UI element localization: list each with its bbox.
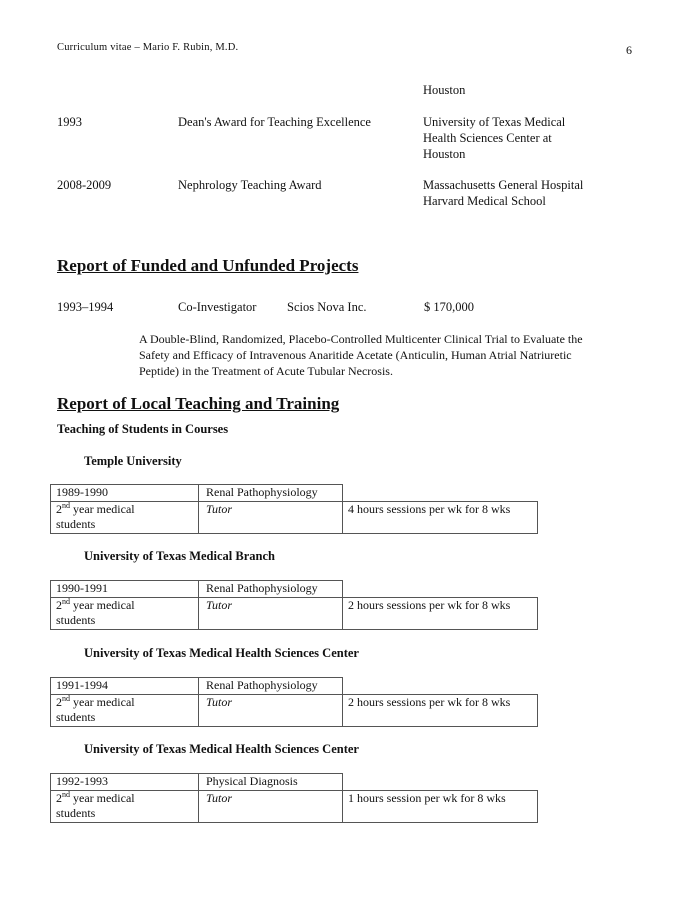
course-name: Renal Pathophysiology xyxy=(206,678,318,692)
table-divider xyxy=(198,484,199,534)
description-line: Peptide) in the Treatment of Acute Tubular Necrosis. xyxy=(139,364,393,378)
page-number: 6 xyxy=(626,43,633,57)
course-hours: 2 hours sessions per wk for 8 wks xyxy=(348,695,511,709)
table-divider xyxy=(198,580,199,630)
course-hours: 2 hours sessions per wk for 8 wks xyxy=(348,598,511,612)
award-institution xyxy=(423,114,565,162)
course-years: 1989-1990 xyxy=(56,485,108,499)
course-role: Tutor xyxy=(206,791,233,805)
award-location-continued: Houston xyxy=(423,83,466,97)
institution-line: Health Sciences Center at xyxy=(423,131,552,145)
project-role: Co-Investigator xyxy=(178,300,257,314)
project-amount: $ 170,000 xyxy=(424,300,474,314)
project-period: 1993–1994 xyxy=(57,300,114,314)
course-hours: 4 hours sessions per wk for 8 wks xyxy=(348,502,511,516)
table-divider xyxy=(198,773,199,823)
course-name: Renal Pathophysiology xyxy=(206,485,318,499)
course-students: 2nd year medical students xyxy=(56,597,135,627)
course-table xyxy=(50,484,538,534)
course-table xyxy=(50,773,538,823)
course-role: Tutor xyxy=(206,598,233,612)
section-heading-funded: Report of Funded and Unfunded Projects xyxy=(57,256,359,275)
institution-heading: University of Texas Medical Health Sciences Center xyxy=(84,742,359,756)
institution-heading: Temple University xyxy=(84,454,182,468)
award-year: 1993 xyxy=(57,115,82,129)
table-divider xyxy=(342,501,343,534)
course-table xyxy=(50,580,538,630)
description-line: A Double-Blind, Randomized, Placebo-Controlled Multicenter Clinical Trial to Evaluate the xyxy=(139,332,583,346)
course-hours: 1 hours session per wk for 8 wks xyxy=(348,791,506,805)
description-line: Safety and Efficacy of Intravenous Anaritide Acetate (Anticulin, Human Atrial Natriuretic xyxy=(139,348,572,362)
section-heading-teaching: Report of Local Teaching and Training xyxy=(57,394,340,413)
institution-line: Houston xyxy=(423,147,466,161)
table-divider xyxy=(342,694,343,727)
project-sponsor: Scios Nova Inc. xyxy=(287,300,367,314)
institution-heading: University of Texas Medical Health Sciences Center xyxy=(84,646,359,660)
award-title: Dean's Award for Teaching Excellence xyxy=(178,115,371,129)
course-role: Tutor xyxy=(206,695,233,709)
institution-heading: University of Texas Medical Branch xyxy=(84,549,275,563)
table-divider xyxy=(198,677,199,727)
award-title: Nephrology Teaching Award xyxy=(178,178,322,192)
running-header: Curriculum vitae – Mario F. Rubin, M.D. xyxy=(57,42,239,53)
institution-line: University of Texas Medical xyxy=(423,115,566,129)
course-students: 2nd year medical students xyxy=(56,694,135,724)
table-divider xyxy=(342,597,343,630)
course-name: Physical Diagnosis xyxy=(206,774,298,788)
project-description xyxy=(139,331,659,379)
subsection-heading: Teaching of Students in Courses xyxy=(57,422,229,436)
institution-line: Massachusetts General Hospital xyxy=(423,178,584,192)
course-students: 2nd year medical students xyxy=(56,790,135,820)
institution-line: Harvard Medical School xyxy=(423,194,546,208)
course-years: 1992-1993 xyxy=(56,774,108,788)
course-role: Tutor xyxy=(206,502,233,516)
course-name: Renal Pathophysiology xyxy=(206,581,318,595)
course-years: 1991-1994 xyxy=(56,678,108,692)
course-table xyxy=(50,677,538,727)
award-year: 2008-2009 xyxy=(57,178,112,192)
table-divider xyxy=(342,790,343,823)
award-institution xyxy=(423,177,583,209)
course-years: 1990-1991 xyxy=(56,581,108,595)
course-students: 2nd year medical students xyxy=(56,501,135,531)
